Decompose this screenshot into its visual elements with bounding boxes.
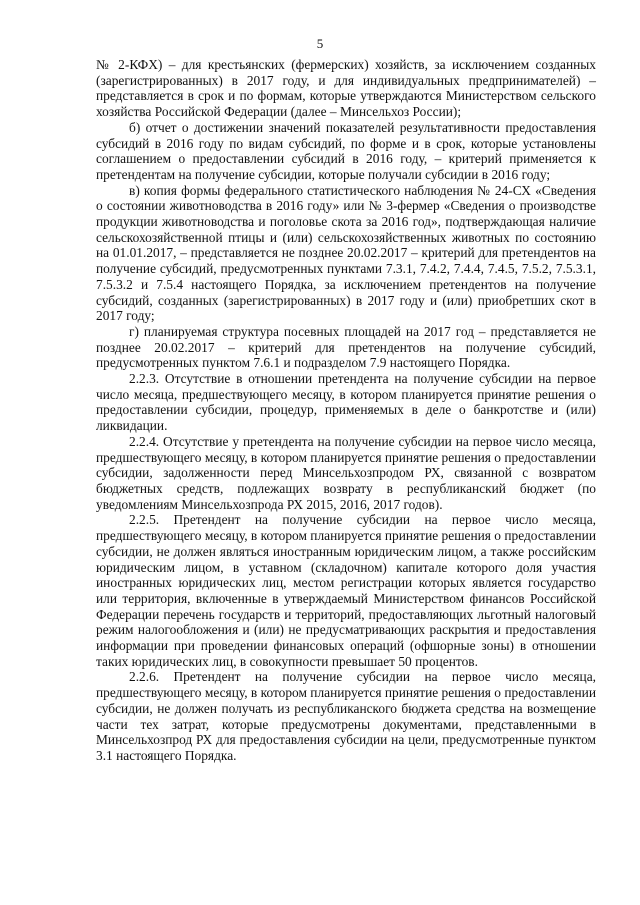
paragraph-2-2-4: 2.2.4. Отсутствие у претендента на получение субсидии на первое число месяца, предшествующего месяцу, в котором планируется принятие решения о предоставлении субсидии, задолженности перед Минсельхозпродом РХ, связанной с возвратом бюджетных средств, подлежащих возврату в республиканский бюджет (по уведомлениям Минсельхозпрода РХ 2015, 2016, 2017 годов). — [96, 433, 596, 512]
paragraph-2-2-3: 2.2.3. Отсутствие в отношении претендента на получение субсидии на первое число месяца, предшествующего месяцу, в котором планируется принятие решения о предоставлении субсидии, процедур, применяемых в деле о банкротстве и (или) ликвидации. — [96, 371, 596, 434]
document-body — [96, 57, 596, 764]
paragraph-continuation: № 2-КФХ) – для крестьянских (фермерских) хозяйств, за исключением созданных (зарегистрированных) в 2017 году, и для индивидуальных предпринимателей) – представляется в срок и по формам, которые утверждаются Министерством сельского хозяйства Российской Федерации (далее – Минсельхоз России); — [96, 57, 596, 120]
paragraph-2-2-6: 2.2.6. Претендент на получение субсидии на первое число месяца, предшествующего месяцу, в котором планируется принятие решения о предоставлении субсидии, не должен получать из республиканского бюджета средства на возмещение части тех затрат, которые предусмотрены документами, представленными в Минсельхозпрод РХ для предоставления субсидии на цели, предусмотренные пунктом 3.1 настоящего Порядка. — [96, 669, 596, 763]
page-number: 5 — [316, 36, 324, 51]
paragraph-item-v: в) копия формы федерального статистического наблюдения № 24-СХ «Сведения о состоянии животноводства в 2016 году» или № 3-фермер «Сведения о производстве продукции животноводства и поголовье скота за 2016 год», подтверждающая наличие сельскохозяйственной птицы и (или) сельскохозяйственных животных по состоянию на 01.01.2017, – представляется не позднее 20.02.2017 – критерий для претендентов на получение субсидий, предусмотренных пунктами 7.3.1, 7.4.2, 7.4.4, 7.4.5, 7.5.2, 7.5.3.1, 7.5.3.2 и 7.5.4 настоящего Порядка, за исключением претендентов на получение субсидий, созданных (зарегистрированных) в 2017 году и (или) приобретших скот в 2017 году; — [96, 182, 596, 324]
paragraph-item-b: б) отчет о достижении значений показателей результативности предоставления субсидий в 2016 году по видам субсидий, по форме и в срок, которые установлены соглашением о предоставлении субсидий в 2016 году, – критерий применяется к претендентам на получение субсидии, которые получали субсидии в 2016 году; — [96, 119, 596, 182]
paragraph-item-g: г) планируемая структура посевных площадей на 2017 год – представляется не позднее 20.02.2017 – критерий для претендентов на получение субсидий, предусмотренных пунктом 7.6.1 и подразделом 7.9 настоящего Порядка. — [96, 323, 596, 371]
paragraph-2-2-5: 2.2.5. Претендент на получение субсидии на первое число месяца, предшествующего месяцу, в котором планируется принятие решения о предоставлении субсидии, не должен являться иностранным юридическим лицом, а также российским юридическим лицом, в уставном (складочном) капитале которого доля участия иностранных юридических лиц, местом регистрации которых является государство или территория, включенные в утверждаемый Министерством финансов Российской Федерации перечень государств и территорий, предоставляющих льготный налоговый режим налогообложения и (или) не предусматривающих раскрытия и предоставления информации при проведении финансовых операций (офшорные зоны) в отношении таких юридических лиц, в совокупности превышает 50 процентов. — [96, 512, 596, 669]
